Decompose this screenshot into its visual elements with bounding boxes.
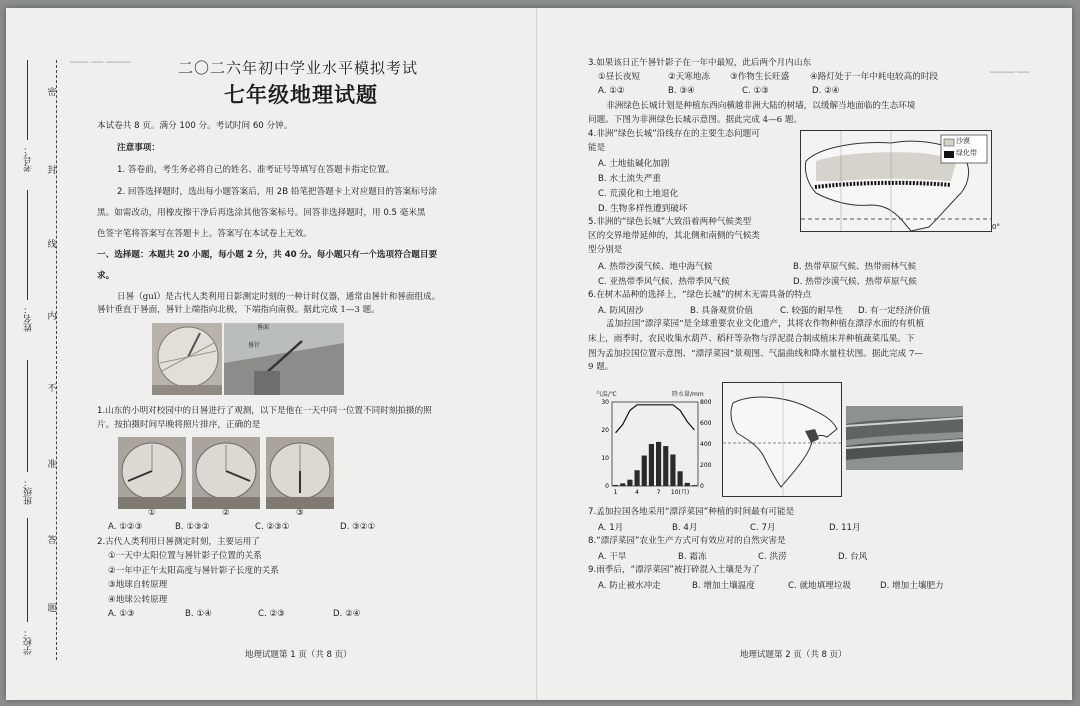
school-field[interactable] [27, 518, 29, 622]
q5-option-d[interactable]: D. 热带沙漠气候、热带草原气候 [793, 277, 917, 287]
q1-line-1: 1.山东的小明对校园中的日晷进行了观测，以下是他在一天中同一位置不同时刻拍摄的照 [97, 406, 432, 416]
temperature-line [616, 405, 695, 433]
floating-garden-intro-1: 孟加拉国“漂浮菜园”是全球重要农业文化遗产，其将农作物种植在漂浮水面的有机植 [606, 319, 925, 329]
map-legend-desert: 沙漠 [956, 137, 970, 145]
photo-label-dial: 晷面 [257, 324, 270, 331]
precip-bar [642, 456, 647, 486]
q4-option-b[interactable]: B. 水土流失严重 [598, 174, 661, 184]
gnomon-photo-art [224, 323, 344, 395]
temp-tick-label: 20 [601, 427, 609, 434]
precip-tick-label: 200 [700, 462, 712, 469]
margin-char-xian: 线 [47, 240, 57, 250]
precip-bar [692, 485, 697, 486]
chart-plot-frame [612, 402, 698, 486]
precip-bar [678, 471, 683, 486]
map-legend-greenbelt: 绿化带 [956, 149, 977, 157]
sundial-intro-line-2: 晷针垂直于晷面，晷针上端指向北极，下端指向南极。据此完成 1—3 题。 [97, 305, 380, 315]
q2-option-a[interactable]: A. ①③ [108, 609, 135, 619]
q1-photo-3 [266, 437, 334, 509]
sundial-photo-art [152, 323, 222, 395]
section-1-line-1: 一、选择题：本题共 20 小题，每小题 2 分，共 40 分。每小题只有一个选项符合题目要 [97, 250, 438, 260]
bangladesh-location-map [722, 382, 842, 497]
floating-garden-intro-3: 图为孟加拉国位置示意图、“漂浮菜园”景观图、气温曲线和降水量柱状图。据此完成 7— [588, 349, 923, 359]
climate-precip-axis-label: 降水量/mm [672, 391, 704, 398]
precip-bar [620, 483, 625, 486]
q4-option-a[interactable]: A. 土地盐碱化加剧 [598, 159, 670, 169]
name-label: 姓名： [24, 305, 34, 332]
q5-option-c[interactable]: C. 亚热带季风气候、热带季风气候 [598, 277, 730, 287]
class-field[interactable] [27, 360, 29, 472]
precip-bar [670, 455, 675, 487]
q8-option-b[interactable]: B. 霜冻 [678, 552, 707, 562]
margin-char-mi: 密 [47, 88, 57, 98]
temp-tick-label: 30 [601, 399, 609, 406]
note-2-line-3: 色签字笔将答案写在答题卡上。答案写在本试卷上无效。 [97, 229, 312, 239]
q1-option-b[interactable]: B. ①③② [175, 522, 210, 532]
q2-item-3: ③地球自转原理 [108, 580, 168, 590]
sundial-intro-line-1: 日晷（guǐ）是古代人类利用日影测定时刻的一种计时仪器，通常由晷针和晷面组成。 [117, 292, 441, 302]
precip-tick-label: 400 [700, 441, 712, 448]
page-2-footer: 地理试题第 2 页（共 8 页） [740, 650, 847, 660]
q1-line-2: 片。按拍摄时间早晚将照片排序，正确的是 [97, 420, 261, 430]
q3-option-a[interactable]: A. ①② [598, 86, 625, 96]
notes-heading: 注意事项： [117, 143, 160, 153]
page-fold [536, 8, 538, 700]
great-green-wall-intro-1: 非洲绿色长城计划是种植东西向横越非洲大陆的树墙，以缓解当地面临的生态环境 [606, 101, 916, 111]
q1-option-d[interactable]: D. ③②① [340, 522, 376, 532]
name-field[interactable] [27, 190, 29, 300]
q1-photo-1 [118, 437, 186, 509]
temp-tick-label: 0 [605, 483, 609, 490]
q3-item-2: ②天寒地冻 [668, 72, 711, 82]
floating-garden-intro-2: 床上，雨季时，农民收集水葫芦、稻秆等杂物与浮泥混合制成植床并种植蔬菜瓜果。下 [588, 334, 915, 344]
month-tick-label: 1 [613, 489, 618, 496]
exam-number-field[interactable] [27, 60, 29, 140]
q2-item-2: ②一年中正午太阳高度与晷针影子长度的关系 [108, 566, 279, 576]
precip-bar [613, 485, 618, 486]
q2-option-b[interactable]: B. ①④ [185, 609, 212, 619]
q4-option-d[interactable]: D. 生物多样性遭到破坏 [598, 204, 688, 214]
margin-char-ti: 题 [47, 604, 57, 614]
precip-tick-label: 800 [700, 399, 712, 406]
precip-bar [656, 442, 661, 486]
q5-line-3: 型分别是 [588, 245, 623, 255]
q6-option-d[interactable]: D. 有一定经济价值 [858, 306, 931, 316]
margin-char-zhun: 准 [47, 460, 57, 470]
school-label: 学校： [24, 628, 34, 655]
section-1-line-2: 求。 [97, 271, 115, 281]
great-green-wall-intro-2: 问题。下图为非洲绿色长城示意图。据此完成 4—6 题。 [588, 115, 803, 125]
precip-tick-label: 0 [700, 483, 704, 490]
q7-option-d[interactable]: D. 11月 [829, 523, 861, 533]
q9-option-b[interactable]: B. 增加土壤温度 [692, 581, 755, 591]
q8-option-a[interactable]: A. 干旱 [598, 552, 627, 562]
precip-bar [649, 444, 654, 486]
margin-char-bu: 不 [47, 384, 57, 394]
note-2-line-2: 黑。如需改动，用橡皮擦干净后再选涂其他答案标号。回答非选择题时，用 0.5 毫米黑 [97, 208, 426, 218]
map-equator-label: 0° [992, 223, 1000, 231]
sundial-shadow-art [266, 437, 334, 509]
q9-option-a[interactable]: A. 防止被水冲走 [598, 581, 661, 591]
photo-label-gnomon: 晷针 [248, 342, 261, 349]
q9-stem: 9.雨季后，“漂浮菜园”被打碎混入土壤是为了 [588, 565, 760, 575]
q6-option-b[interactable]: B. 具备观赏价值 [690, 306, 753, 316]
q1-photo-label-1: ① [148, 508, 156, 518]
climate-chart [590, 390, 720, 498]
q2-item-4: ④地球公转原理 [108, 595, 168, 605]
q2-stem: 2.古代人类利用日晷测定时刻，主要运用了 [97, 537, 260, 547]
q1-photo-2 [192, 437, 260, 509]
page-1-footer: 地理试题第 1 页（共 8 页） [245, 650, 352, 660]
q5-line-2: 区的交界地带延伸的，其北侧和南侧的气候类 [588, 231, 760, 241]
q3-option-c[interactable]: C. ①③ [742, 86, 769, 96]
precip-bar [685, 483, 690, 486]
exam-info: 本试卷共 8 页。满分 100 分。考试时间 60 分钟。 [97, 121, 293, 131]
q5-option-b[interactable]: B. 热带草原气候、热带雨林气候 [793, 262, 917, 272]
precip-tick-label: 600 [700, 420, 712, 427]
precip-bar [663, 446, 668, 486]
precip-bar [635, 470, 640, 486]
q7-option-c[interactable]: C. 7月 [750, 523, 776, 533]
q9-option-d[interactable]: D. 增加土壤肥力 [880, 581, 944, 591]
floating-garden-intro-4: 9 题。 [588, 362, 614, 372]
q7-option-b[interactable]: B. 4月 [672, 523, 698, 533]
q2-option-d[interactable]: D. ②④ [333, 609, 361, 619]
exam-number-label: 考号： [24, 145, 34, 172]
q1-option-c[interactable]: C. ②③① [255, 522, 290, 532]
q8-stem: 8.“漂浮菜园”农业生产方式可有效应对的自然灾害是 [588, 536, 786, 546]
gnomon-photo [224, 323, 344, 395]
margin-char-da: 答 [47, 536, 57, 546]
month-tick-label: 4 [635, 489, 639, 496]
bleed-through: ▔▔▔ ▔▔ ▔▔▔▔ [70, 62, 131, 71]
sundial-shadow-art [192, 437, 260, 509]
q5-line-1: 5.非洲的“绿色长城”大致沿着两种气候类型 [588, 217, 752, 227]
floating-garden-photo [846, 406, 963, 470]
margin-char-feng: 封 [47, 166, 57, 176]
q4-line-2: 能是 [588, 143, 606, 153]
q3-item-1: ①昼长夜短 [598, 72, 641, 82]
q7-stem: 7.孟加拉国各地采用“漂浮菜园”种植的时间最有可能是 [588, 507, 795, 517]
temp-tick-label: 10 [601, 455, 609, 462]
month-tick-label: 10(月) [670, 489, 690, 496]
q2-item-1: ①一天中太阳位置与晷针影子位置的关系 [108, 551, 262, 561]
q6-stem: 6.在树木品种的选择上，“绿色长城”的树木无需具备的特点 [588, 290, 812, 300]
exam-title: 二〇二六年初中学业水平模拟考试 [178, 59, 419, 77]
q2-option-c[interactable]: C. ②③ [258, 609, 285, 619]
bleed-through: ▔▔▔▔ ▔▔ [990, 72, 1030, 81]
q8-option-d[interactable]: D. 台风 [838, 552, 868, 562]
note-1: 1. 答卷前，考生务必将自己的姓名、准考证号等填写在答题卡指定位置。 [117, 165, 395, 175]
q3-option-b[interactable]: B. ③④ [668, 86, 695, 96]
q1-option-a[interactable]: A. ①②③ [108, 522, 143, 532]
q6-option-c[interactable]: C. 较强的耐旱性 [780, 306, 844, 316]
climate-temp-axis-label: 气温/℃ [596, 391, 617, 398]
month-tick-label: 7 [656, 489, 661, 496]
q4-option-c[interactable]: C. 荒漠化和土地退化 [598, 189, 679, 199]
floating-garden-photo-art [846, 406, 963, 470]
q7-option-a[interactable]: A. 1月 [598, 523, 624, 533]
sundial-photo [152, 323, 222, 395]
binding-dashed-line [56, 60, 57, 660]
q8-option-c[interactable]: C. 洪涝 [758, 552, 787, 562]
q4-line-1: 4.非洲“绿色长城”沿线存在的主要生态问题可 [588, 129, 760, 139]
sundial-shadow-art [118, 437, 186, 509]
q5-option-a[interactable]: A. 热带沙漠气候、地中海气候 [598, 262, 713, 272]
q1-photo-label-2: ② [222, 508, 230, 518]
south-asia-map-art [723, 383, 841, 496]
subject-title: 七年级地理试题 [224, 83, 378, 107]
q6-option-a[interactable]: A. 防风固沙 [598, 306, 644, 316]
margin-char-nei: 内 [47, 312, 57, 322]
q9-option-c[interactable]: C. 就地填埋垃圾 [788, 581, 852, 591]
q3-stem: 3.如果该日正午晷针影子在一年中最短，此后两个月内山东 [588, 58, 812, 68]
q3-item-3: ③作物生长旺盛 [730, 72, 790, 82]
precip-bar [627, 480, 632, 486]
q3-item-4: ④路灯处于一年中耗电较高的时段 [810, 72, 939, 82]
q1-photo-label-3: ③ [296, 508, 304, 518]
note-2-line-1: 2. 回答选择题时，选出每小题答案后，用 2B 铅笔把答题卡上对应题目的答案标号涂 [117, 187, 437, 197]
q3-option-d[interactable]: D. ②④ [812, 86, 840, 96]
class-label: 班级： [24, 478, 34, 505]
